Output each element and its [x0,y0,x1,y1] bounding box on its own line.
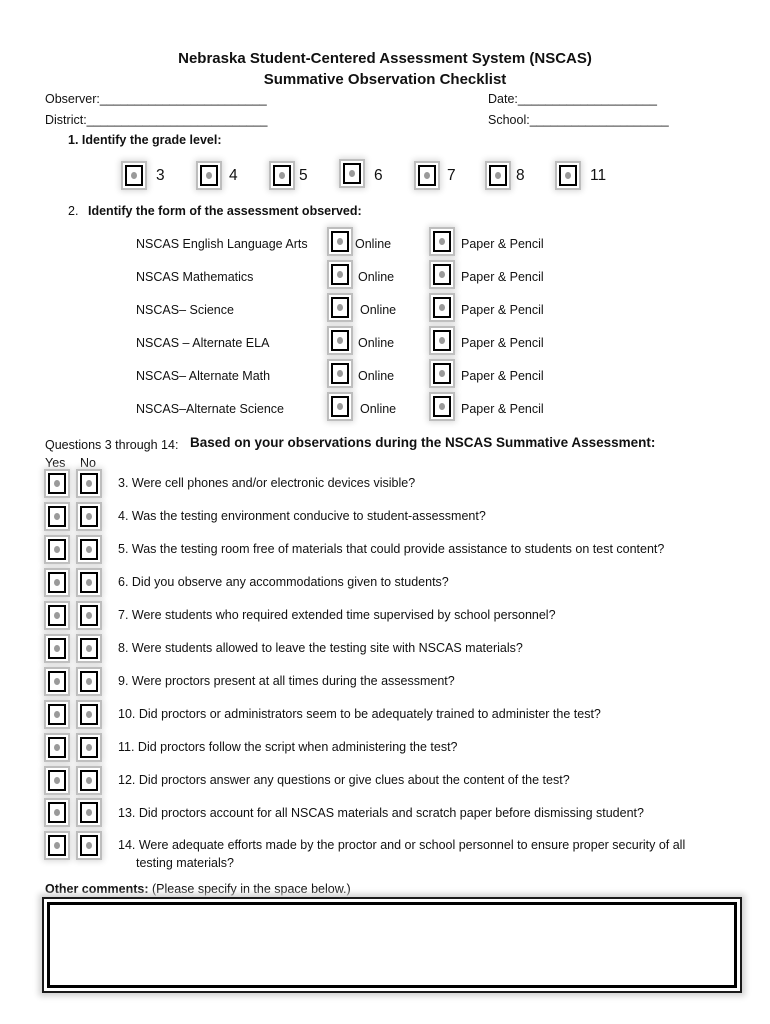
subject-label: NSCAS English Language Arts [136,237,308,251]
paper-label: Paper & Pencil [461,237,544,251]
grade-label: 4 [229,167,238,184]
grade-label: 8 [516,167,525,184]
yes-checkbox[interactable] [48,770,66,791]
no-checkbox[interactable] [80,835,98,856]
paper-checkbox[interactable] [433,231,451,252]
paper-checkbox[interactable] [433,264,451,285]
yes-checkbox[interactable] [48,539,66,560]
paper-label: Paper & Pencil [461,270,544,284]
grade-label: 7 [447,167,456,184]
online-checkbox[interactable] [331,330,349,351]
online-label: Online [358,369,395,383]
grade-label: 5 [299,167,308,184]
yes-checkbox[interactable] [48,605,66,626]
grade-label: 6 [374,167,383,184]
paper-label: Paper & Pencil [461,369,544,383]
no-checkbox[interactable] [80,704,98,725]
paper-label: Paper & Pencil [461,402,544,416]
question-text: 14. Were adequate efforts made by the proctor and or school personnel to ensure proper security of all [118,838,686,852]
question-text: 9. Were proctors present at all times during the assessment? [118,674,455,688]
paper-checkbox[interactable] [433,396,451,417]
question-text: 8. Were students allowed to leave the testing site with NSCAS materials? [118,641,523,655]
no-checkbox[interactable] [80,671,98,692]
subject-label: NSCAS – Alternate ELA [136,336,270,350]
question-text: 3. Were cell phones and/or electronic devices visible? [118,476,416,490]
no-checkbox[interactable] [80,770,98,791]
comments-label [45,882,351,896]
online-checkbox[interactable] [331,231,349,252]
no-checkbox[interactable] [80,638,98,659]
school-field[interactable]: School:____________________ [488,113,669,127]
subject-label: NSCAS– Science [136,303,234,317]
question-text: 6. Did you observe any accommodations given to students? [118,575,449,589]
no-checkbox[interactable] [80,737,98,758]
question-text: 11. Did proctors follow the script when administering the test? [118,740,458,754]
page-title: Nebraska Student-Centered Assessment System (NSCAS) [178,50,592,67]
section-heading: Based on your observations during the NSCAS Summative Assessment: [190,435,656,450]
yes-checkbox[interactable] [48,704,66,725]
grade-label: 11 [590,167,607,184]
grade-checkbox[interactable] [273,165,291,186]
yes-checkbox[interactable] [48,473,66,494]
section-prefix: Questions 3 through 14: [45,438,179,452]
observer-field[interactable]: Observer:________________________ [45,92,267,106]
district-field[interactable]: District:__________________________ [45,113,268,127]
no-checkbox[interactable] [80,539,98,560]
no-checkbox[interactable] [80,506,98,527]
yes-checkbox[interactable] [48,671,66,692]
paper-label: Paper & Pencil [461,303,544,317]
grade-checkbox[interactable] [559,165,577,186]
subject-label: NSCAS– Alternate Math [136,369,271,383]
page-subtitle: Summative Observation Checklist [263,71,507,88]
paper-checkbox[interactable] [433,297,451,318]
yes-checkbox[interactable] [48,572,66,593]
question-text: 5. Was the testing room free of materials that could provide assistance to students on test content? [118,542,665,556]
online-label: Online [355,237,392,251]
grade-checkbox[interactable] [489,165,507,186]
no-checkbox[interactable] [80,605,98,626]
online-label: Online [358,270,395,284]
question-text: 12. Did proctors answer any questions or give clues about the content of the test? [118,773,570,787]
paper-checkbox[interactable] [433,330,451,351]
grade-checkbox[interactable] [125,165,143,186]
online-label: Online [360,303,397,317]
grade-checkbox[interactable] [418,165,436,186]
subject-label: NSCAS–Alternate Science [136,402,284,416]
online-checkbox[interactable] [331,363,349,384]
grade-checkbox[interactable] [200,165,218,186]
paper-checkbox[interactable] [433,363,451,384]
question-text: 10. Did proctors or administrators seem to be adequately trained to administer the test? [118,707,601,721]
paper-label: Paper & Pencil [461,336,544,350]
q2-number: 2. [68,204,79,218]
question-text: 13. Did proctors account for all NSCAS materials and scratch paper before dismissing student? [118,806,644,820]
no-header: No [80,456,96,470]
no-checkbox[interactable] [80,572,98,593]
no-checkbox[interactable] [80,802,98,823]
online-checkbox[interactable] [331,297,349,318]
q1-label: 1. Identify the grade level: [68,133,222,147]
grade-label: 3 [156,167,165,184]
yes-checkbox[interactable] [48,506,66,527]
comments-hint: (Please specify in the space below.) [148,882,351,896]
date-field[interactable]: Date:____________________ [488,92,657,106]
subject-label: NSCAS Mathematics [136,270,254,284]
no-checkbox[interactable] [80,473,98,494]
yes-checkbox[interactable] [48,802,66,823]
yes-checkbox[interactable] [48,835,66,856]
comments-textarea[interactable] [47,902,737,988]
online-label: Online [358,336,395,350]
grade-checkbox[interactable] [343,163,361,184]
yes-checkbox[interactable] [48,737,66,758]
online-label: Online [360,402,397,416]
yes-checkbox[interactable] [48,638,66,659]
online-checkbox[interactable] [331,396,349,417]
comments-label-bold: Other comments: [45,882,149,896]
question-text: 7. Were students who required extended time supervised by school personnel? [118,608,556,622]
question-text-continued: testing materials? [136,856,234,870]
yes-header: Yes [45,456,66,470]
question-text: 4. Was the testing environment conducive to student-assessment? [118,509,486,523]
q2-label: Identify the form of the assessment observed: [88,204,362,218]
online-checkbox[interactable] [331,264,349,285]
